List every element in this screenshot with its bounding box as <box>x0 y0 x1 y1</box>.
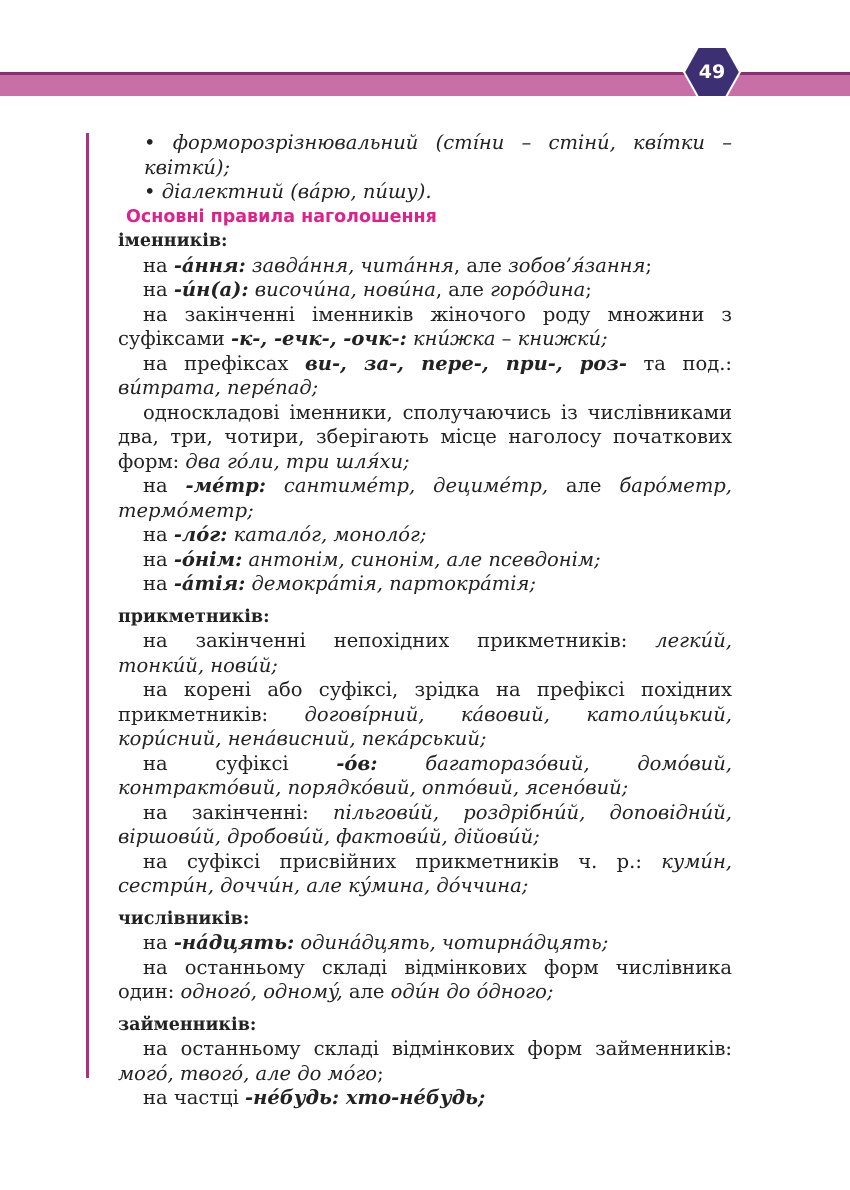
rule-line: на -áтія: демокрáтія, партокрáтія; <box>143 572 536 595</box>
rule-line: на суфіксі -óв: багаторазóвий, домóвий, контрактóвий, порядкóвий, оптóвий, ясенóвий; <box>118 751 732 799</box>
rule-line: на останньому складі відмінкових форм займенників: могó, твогó, але до мóго; <box>118 1037 732 1085</box>
section-title-nouns: іменників: <box>118 231 228 251</box>
section-title-adjectives: прикметників: <box>118 606 270 627</box>
rule-line: на -úн(а): височúна, новúна, але горóдина; <box>143 278 592 301</box>
page-content <box>118 131 732 1111</box>
bullet-text: форморозрізнювальний (стíни – стінú, квíтки – квіткú); <box>144 131 732 179</box>
page-number: 49 <box>698 61 726 83</box>
rule-line: на -нáдцять: одинáдцять, чотирнáдцять; <box>143 931 609 954</box>
rule-line: на закінченні: пільговúй, роздрібнúй, доповіднúй, віршовúй, дробовúй, фактовúй, дійовúй; <box>118 800 732 848</box>
rule-line: на -мéтр: сантимéтр, децимéтр, але барóметр, термóметр; <box>118 474 732 522</box>
rule-line: на закінченні непохідних прикметників: легкúй, тонкúй, новúй; <box>118 629 732 677</box>
rule-line: на -лóг: каталóг, монолóг; <box>143 523 427 546</box>
rule-line: на -óнім: антонім, синонім, але псевдонім; <box>143 547 601 571</box>
rule-line: на -áння: завдáння, читáння, але зобов’я́зання; <box>143 253 652 277</box>
margin-rule <box>86 133 89 1078</box>
rule-line: на частці -нéбудь: хто-нéбудь; <box>143 1086 486 1109</box>
rule-line: односкладові іменники, сполучаючись із числівниками два, три, чотири, зберігають місце наголосу початкових форм: два гóли, три шля́хи; <box>118 400 732 473</box>
page-number-badge <box>683 45 741 99</box>
bullet-marker: • <box>144 180 156 203</box>
bullet-marker: • <box>144 131 156 154</box>
section-heading: Основні правила наголошення <box>126 206 437 227</box>
rule-line: на суфіксі присвійних прикметників ч. р.: кумúн, сестрúн, доччúн, але кýмина, дóччина; <box>118 849 732 897</box>
list-item <box>118 131 732 180</box>
bullet-text: діалектний (вáрю, пúшу). <box>161 180 432 203</box>
section-title-pronouns: займенників: <box>118 1014 257 1035</box>
section-title-numerals: числівників: <box>118 908 250 929</box>
rule-line: на префіксах ви-, за-, пере-, при-, роз- та под.: вúтрата, перéпад; <box>118 351 732 399</box>
rule-line: на закінченні іменників жіночого роду множини з суфіксами -к-, -ечк-, -очк-: кнúжка – книжкú; <box>118 302 732 350</box>
list-item <box>118 180 732 205</box>
rule-line: на корені або суфіксі, зрідка на префіксі похідних прикметників: договíрний, кáвовий, католúцький, корúсний, ненáвисний, пекáрський; <box>118 678 732 750</box>
rule-line: на останньому складі відмінкових форм числівника один: одногó, одномý, але одúн до óдного; <box>118 955 732 1003</box>
